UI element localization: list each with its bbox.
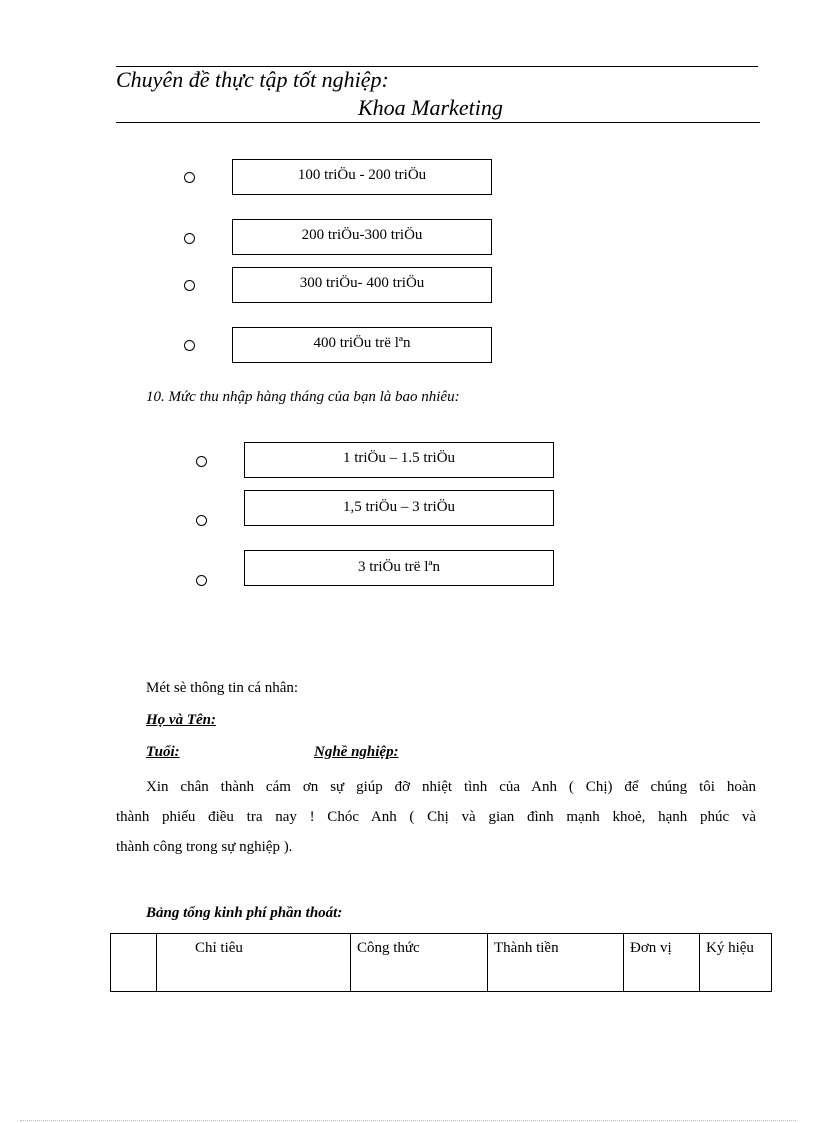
option-box-q10-3[interactable]: 3 triÖu trë lªn (244, 550, 554, 586)
radio-option-q10-3[interactable] (196, 575, 207, 586)
option-box-q9-1[interactable]: 100 triÖu - 200 triÖu (232, 159, 492, 195)
radio-option-q9-3[interactable] (184, 280, 195, 291)
thanks-line-1: Xin chân thành cám ơn sự giúp đỡ nhiệt tình của Anh ( Chị) để chúng tôi hoàn (146, 779, 756, 795)
fee-col-unit: Đơn vị (624, 934, 700, 992)
thanks-line-3: thành công trong sự nghiệp ). (116, 839, 293, 855)
fee-table-title: Bảng tổng kinh phí phần thoát: (146, 905, 343, 921)
fee-col-symbol: Ký hiệu (700, 934, 772, 992)
header-bottom-rule (116, 122, 760, 123)
header-title: Chuyên đề thực tập tốt nghiệp: (116, 67, 389, 92)
name-label: Họ và Tên: (146, 712, 216, 728)
option-box-q10-2[interactable]: 1,5 triÖu – 3 triÖu (244, 490, 554, 526)
header-department: Khoa Marketing (358, 95, 503, 120)
question-10-label: 10. Mức thu nhập hàng tháng của bạn là bao nhiêu: (146, 389, 460, 405)
option-box-q9-2[interactable]: 200 triÖu-300 triÖu (232, 219, 492, 255)
option-box-q9-3[interactable]: 300 triÖu- 400 triÖu (232, 267, 492, 303)
page-bottom-border (20, 1120, 796, 1121)
radio-option-q10-2[interactable] (196, 515, 207, 526)
fee-col-formula: Công thức (351, 934, 488, 992)
fee-col-index (111, 934, 157, 992)
radio-option-q9-2[interactable] (184, 233, 195, 244)
fee-col-amount: Thành tiền (488, 934, 624, 992)
fee-table-header-row (111, 934, 772, 992)
fee-table (110, 933, 772, 992)
personal-info-intro: Mét sè thông tin cá nhân: (146, 680, 299, 696)
occupation-label: Nghề nghiệp: (314, 744, 399, 760)
age-label: Tuổi: (146, 744, 180, 760)
thanks-paragraph (116, 772, 756, 862)
fee-col-indicator: Chỉ tiêu (157, 934, 351, 992)
thanks-line-2: thành phiếu điều tra nay ! Chóc Anh ( Chị và gian đình mạnh khoẻ, hạnh phúc và (116, 809, 756, 825)
radio-option-q9-1[interactable] (184, 172, 195, 183)
option-box-q9-4[interactable]: 400 triÖu trë lªn (232, 327, 492, 363)
option-box-q10-1[interactable]: 1 triÖu – 1.5 triÖu (244, 442, 554, 478)
radio-option-q10-1[interactable] (196, 456, 207, 467)
radio-option-q9-4[interactable] (184, 340, 195, 351)
